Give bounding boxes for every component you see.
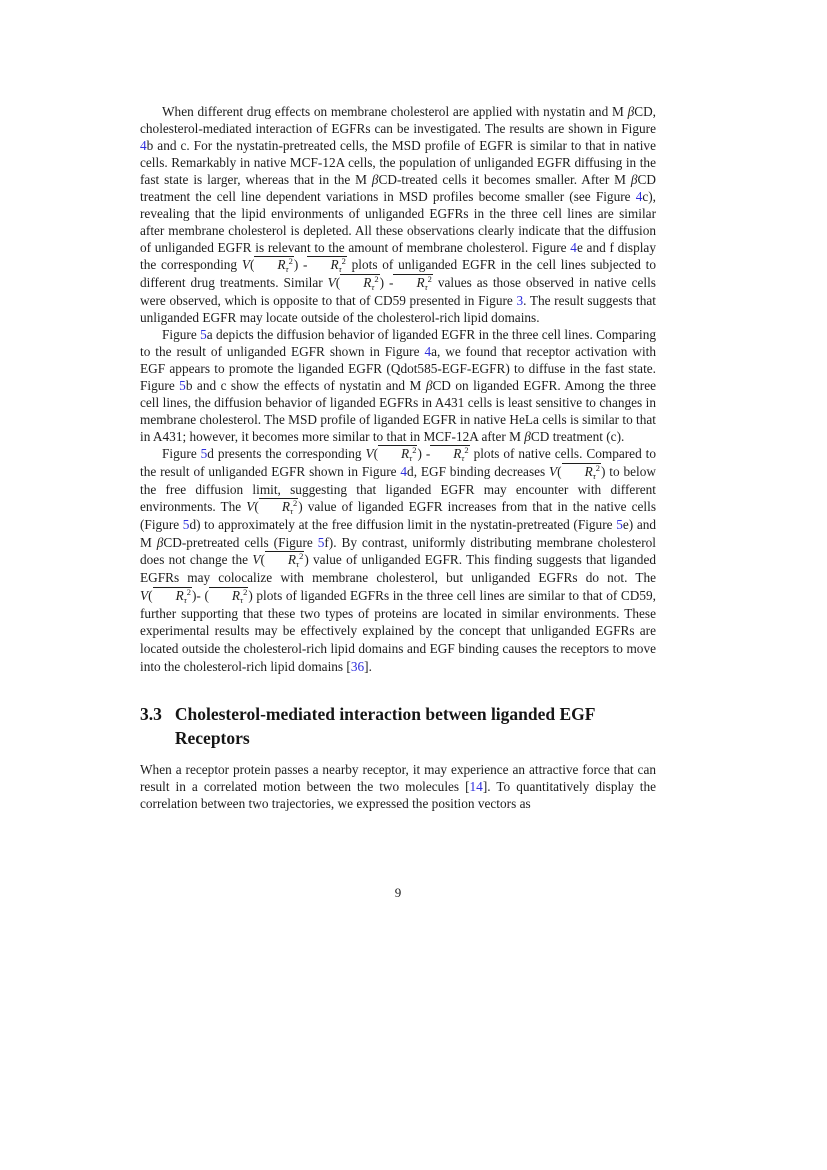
paragraph-1: When different drug effects on membrane cholesterol are applied with nystatin and M βCD, cholesterol-mediated interaction of EGFRs can be investigated. The results are shown in Figure 4b and c. For the nystatin-pretreated cells, the MSD profile of EGFR is similar to that in native cells. Remarkably in native MCF-12A cells, the population of unliganded EGFR diffusing in the fast state is larger, whereas that in the M βCD-treated cells it becomes smaller. After M βCD treatment the cell line dependent variations in MSD profiles become smaller (see Figure 4c), revealing that the lipid environments of unliganded EGFRs in the three cell lines are similar after membrane cholesterol is depleted. All these observations clearly indicate that the diffusion of unliganded EGFR is relevant to the amount of membrane cholesterol. Figure 4e and f display the corresponding V( $R_\tau^2) - R_\tau^2$ plots of unliganded EGFR in the cell lines subjected to different drug treatments. Similar V( $R_\tau^2) - R_\tau^2$ values as those observed in native cells were observed, which is opposite to that of CD59 presented in Figure 3. The result suggests that unliganded EGFR may locate outside of the cholesterol-rich lipid domains.: [140, 104, 656, 325]
ref-link[interactable]: 5: [182, 517, 190, 533]
math-expression: V( $R_\tau^2$): [549, 462, 606, 481]
ref-link[interactable]: 5: [616, 517, 623, 533]
math-expression: $R_\tau^2$: [307, 257, 346, 272]
text-column: [140, 103, 657, 900]
body-paragraphs-after-heading: [140, 761, 656, 812]
page-number: 9: [394, 885, 402, 900]
math-expression: ( $R_\tau^2$): [204, 586, 253, 605]
paragraph-3: Figure 5d presents the corresponding V( $R_\tau^2) - R_\tau^2$ plots of native cells. Compared to the result of unliganded EGFR shown in Figure 4d, EGF binding decreases V( $R_\tau^2$) to below the free diffusion limit, suggesting that liganded EGFR may encounter with different environments. The V( $R_\tau^2$) value of liganded EGFR increases from that in the native cells (Figure 5d) to approximately at the free diffusion limit in the nystatin-pretreated (Figure 5e) and M βCD-pretreated cells (Figure 5f). By contrast, uniformly distributing membrane cholesterol does not change the V( $R_\tau^2$) value of unliganded EGFR. This finding suggests that liganded EGFRs may colocalize with membrane cholesterol, but unliganded EGFRs do not. The V( $R_\tau^2)-$ ( $R_\tau^2$) plots of liganded EGFRs in the three cell lines are similar to that of CD59, further supporting that these two types of proteins are located in similar environments. These experimental results may be effectively explained by the concept that unliganded EGFRs are located outside the cholesterol-rich lipid domains and EGF binding causes the receptors to move into the cholesterol-rich lipid domains [36].: [140, 444, 657, 674]
body-paragraphs-before-heading: [140, 103, 656, 675]
ref-link[interactable]: 4: [424, 343, 432, 359]
ref-link[interactable]: 4: [635, 189, 643, 204]
math-expression: $R_\tau^2$: [430, 446, 469, 461]
math-expression: V( $R_\tau^2$): [140, 586, 197, 605]
ref-link[interactable]: 5: [179, 377, 186, 393]
greek-beta: β: [371, 172, 379, 187]
paragraph-2: Figure 5a depicts the diffusion behavior of liganded EGFR in the three cell lines. Comparing to the result of unliganded EGFR shown in Figure 4a, we found that receptor activation with EGF appears to promote the liganded EGFR (Qdot585-EGF-EGFR) to diffuse in the fast state. Figure 5b and c show the effects of nystatin and M βCD on liganded EGFR. Among the three cell lines, the diffusion behavior of liganded EGFRs in A431 cells is least sensitive to changes in membrane cholesterol. The MSD profile of liganded EGFR in native HeLa cells is similar to that in A431; however, it becomes more similar to that in MCF-12A after M βCD treatment (c).: [140, 326, 656, 444]
ref-link[interactable]: 5: [317, 534, 325, 550]
ref-link[interactable]: 5: [200, 326, 207, 342]
ref-link[interactable]: 4: [140, 138, 147, 153]
greek-beta: β: [425, 377, 433, 393]
math-expression: V( $R_\tau^2$): [327, 273, 385, 292]
section-heading: [140, 703, 656, 750]
ref-link[interactable]: 36: [350, 658, 365, 674]
section-title: Cholesterol-mediated interaction between liganded EGF Receptors: [174, 704, 595, 748]
ref-link[interactable]: 5: [200, 445, 208, 461]
greek-beta: β: [524, 428, 531, 444]
greek-beta: β: [156, 534, 164, 550]
ref-link[interactable]: 4: [400, 463, 408, 479]
greek-beta: β: [630, 172, 638, 187]
math-expression: V( $R_\tau^2$): [241, 256, 299, 274]
math-expression: V( $R_\tau^2$): [365, 444, 422, 463]
ref-link[interactable]: 14: [469, 779, 483, 795]
ref-link[interactable]: 4: [570, 240, 577, 255]
math-expression: $R_\tau^2$: [393, 275, 432, 290]
ref-link[interactable]: 3: [516, 292, 524, 308]
math-expression: V( $R_\tau^2$): [246, 498, 303, 517]
math-expression: V( $R_\tau^2$): [252, 551, 309, 570]
section-number: 3.3: [140, 704, 162, 725]
greek-beta: β: [627, 104, 635, 119]
paragraph-4: When a receptor protein passes a nearby receptor, it may experience an attractive force that can result in a correlated motion between the two molecules [14]. To quantitatively display the correlation between two trajectories, we expressed the position vectors as: [140, 762, 656, 812]
